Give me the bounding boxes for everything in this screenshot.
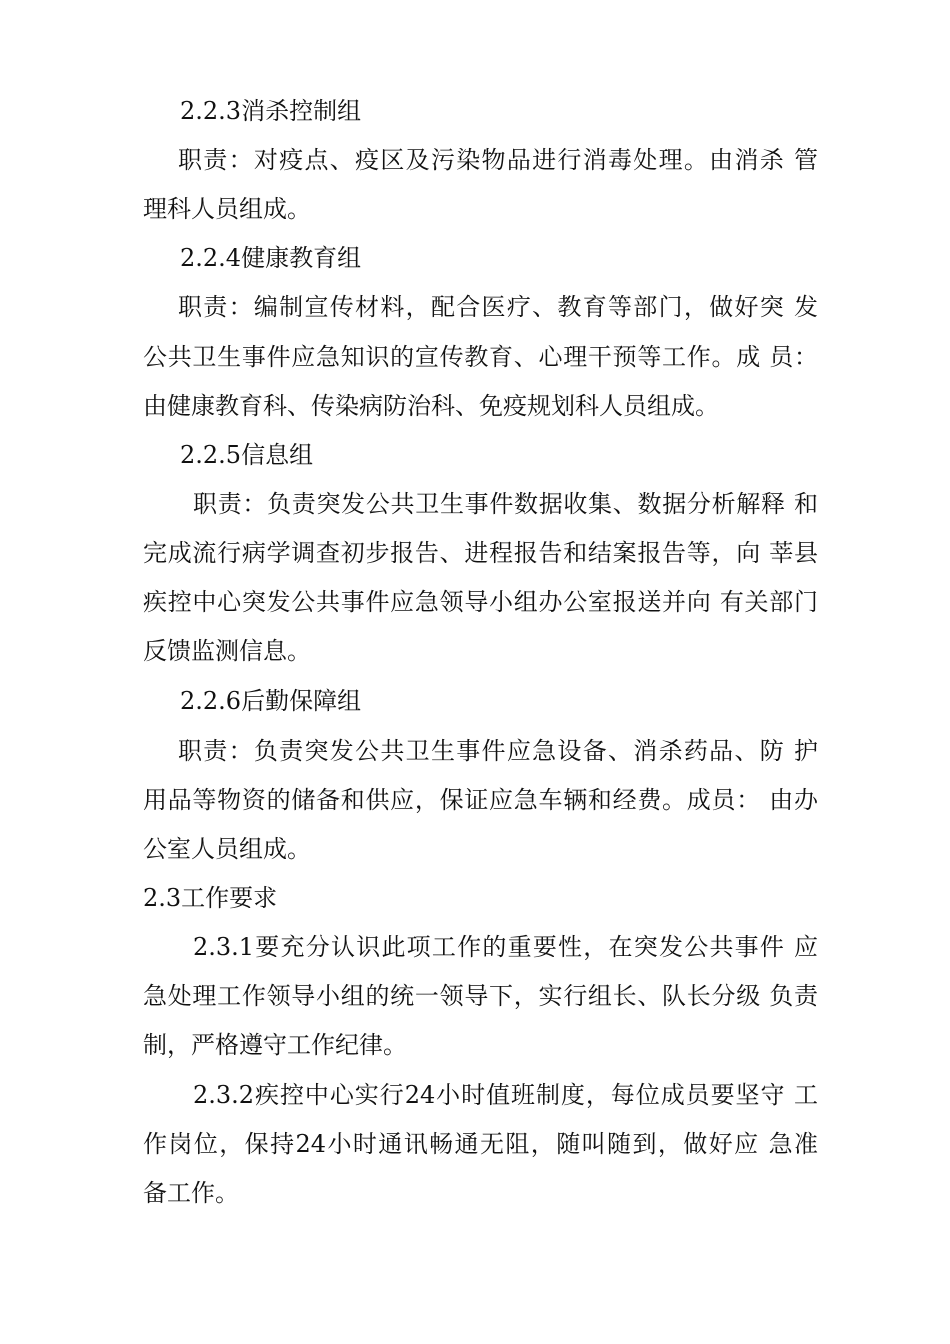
paragraph-line: 2.3.1要充分认识此项工作的重要性，在突发公共事件 应	[193, 933, 818, 961]
paragraph-line: 制，严格遵守工作纪律。	[143, 1031, 407, 1059]
paragraph-line: 理科人员组成。	[143, 195, 311, 223]
heading-2-2-5: 2.2.5信息组	[180, 441, 314, 469]
paragraph-line: 公共卫生事件应急知识的宣传教育、心理干预等工作。成 员：	[143, 343, 818, 371]
paragraph-line: 职责：负责突发公共卫生事件数据收集、数据分析解释 和	[193, 490, 818, 518]
heading-2-2-3: 2.2.3消杀控制组	[180, 97, 362, 125]
paragraph-line: 2.3.2疾控中心实行24小时值班制度，每位成员要坚守 工	[193, 1081, 818, 1109]
paragraph-line: 职责：编制宣传材料，配合医疗、教育等部门，做好突 发	[178, 293, 818, 321]
paragraph-line: 由健康教育科、传染病防治科、免疫规划科人员组成。	[143, 392, 719, 420]
paragraph-line: 职责：负责突发公共卫生事件应急设备、消杀药品、防 护	[178, 737, 818, 765]
paragraph-line: 急处理工作领导小组的统一领导下，实行组长、队长分级 负责	[143, 982, 818, 1010]
heading-2-2-4: 2.2.4健康教育组	[180, 244, 362, 272]
paragraph-line: 用品等物资的储备和供应，保证应急车辆和经费。成员： 由办	[143, 786, 818, 814]
paragraph-line: 疾控中心突发公共事件应急领导小组办公室报送并向 有关部门	[143, 588, 818, 616]
paragraph-line: 备工作。	[143, 1179, 239, 1207]
paragraph-line: 职责：对疫点、疫区及污染物品进行消毒处理。由消杀 管	[178, 146, 818, 174]
paragraph-line: 完成流行病学调查初步报告、进程报告和结案报告等，向 莘县	[143, 539, 818, 567]
paragraph-line: 反馈监测信息。	[143, 637, 311, 665]
heading-2-2-6: 2.2.6后勤保障组	[180, 687, 362, 715]
heading-2-3: 2.3工作要求	[143, 884, 278, 912]
paragraph-line: 作岗位，保持24小时通讯畅通无阻，随叫随到，做好应 急准	[143, 1130, 818, 1158]
paragraph-line: 公室人员组成。	[143, 835, 311, 863]
